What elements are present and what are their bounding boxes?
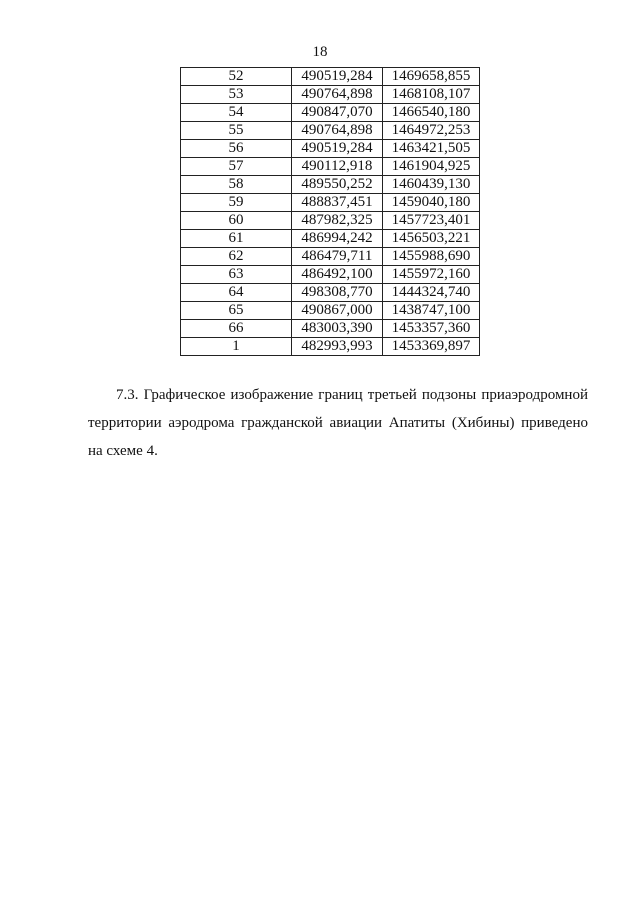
x-coordinate-cell: 490519,284 bbox=[292, 140, 383, 158]
point-number-cell: 62 bbox=[181, 248, 292, 266]
x-coordinate-cell: 490764,898 bbox=[292, 86, 383, 104]
y-coordinate-cell: 1469658,855 bbox=[383, 68, 480, 86]
point-number-cell: 57 bbox=[181, 158, 292, 176]
point-number-cell: 66 bbox=[181, 320, 292, 338]
point-number-cell: 59 bbox=[181, 194, 292, 212]
y-coordinate-cell: 1453357,360 bbox=[383, 320, 480, 338]
table-row bbox=[181, 212, 480, 230]
y-coordinate-cell: 1444324,740 bbox=[383, 284, 480, 302]
y-coordinate-cell: 1457723,401 bbox=[383, 212, 480, 230]
x-coordinate-cell: 482993,993 bbox=[292, 338, 383, 356]
table-row bbox=[181, 68, 480, 86]
point-number-cell: 56 bbox=[181, 140, 292, 158]
table-row bbox=[181, 122, 480, 140]
table-row bbox=[181, 194, 480, 212]
point-number-cell: 60 bbox=[181, 212, 292, 230]
y-coordinate-cell: 1466540,180 bbox=[383, 104, 480, 122]
x-coordinate-cell: 486479,711 bbox=[292, 248, 383, 266]
table-row bbox=[181, 230, 480, 248]
x-coordinate-cell: 486492,100 bbox=[292, 266, 383, 284]
x-coordinate-cell: 490519,284 bbox=[292, 68, 383, 86]
point-number-cell: 63 bbox=[181, 266, 292, 284]
x-coordinate-cell: 489550,252 bbox=[292, 176, 383, 194]
point-number-cell: 53 bbox=[181, 86, 292, 104]
x-coordinate-cell: 498308,770 bbox=[292, 284, 383, 302]
x-coordinate-cell: 490867,000 bbox=[292, 302, 383, 320]
y-coordinate-cell: 1455972,160 bbox=[383, 266, 480, 284]
point-number-cell: 52 bbox=[181, 68, 292, 86]
x-coordinate-cell: 487982,325 bbox=[292, 212, 383, 230]
table-row bbox=[181, 158, 480, 176]
coordinates-table bbox=[180, 67, 480, 356]
y-coordinate-cell: 1468108,107 bbox=[383, 86, 480, 104]
table-row bbox=[181, 266, 480, 284]
x-coordinate-cell: 488837,451 bbox=[292, 194, 383, 212]
point-number-cell: 1 bbox=[181, 338, 292, 356]
table-row bbox=[181, 284, 480, 302]
y-coordinate-cell: 1456503,221 bbox=[383, 230, 480, 248]
paragraph-7-3 bbox=[88, 381, 588, 465]
y-coordinate-cell: 1464972,253 bbox=[383, 122, 480, 140]
x-coordinate-cell: 486994,242 bbox=[292, 230, 383, 248]
y-coordinate-cell: 1461904,925 bbox=[383, 158, 480, 176]
paragraph-text: 7.3. Графическое изображение границ третьей подзоны приаэродромной территории аэродрома гражданской авиации Апатиты (Хибины) приведено на схеме 4. bbox=[88, 387, 588, 459]
table-row bbox=[181, 338, 480, 356]
x-coordinate-cell: 490112,918 bbox=[292, 158, 383, 176]
y-coordinate-cell: 1455988,690 bbox=[383, 248, 480, 266]
table-row bbox=[181, 176, 480, 194]
y-coordinate-cell: 1438747,100 bbox=[383, 302, 480, 320]
table-row bbox=[181, 302, 480, 320]
point-number-cell: 54 bbox=[181, 104, 292, 122]
point-number-cell: 61 bbox=[181, 230, 292, 248]
point-number-cell: 65 bbox=[181, 302, 292, 320]
table-row bbox=[181, 248, 480, 266]
x-coordinate-cell: 483003,390 bbox=[292, 320, 383, 338]
table-row bbox=[181, 140, 480, 158]
point-number-cell: 64 bbox=[181, 284, 292, 302]
y-coordinate-cell: 1453369,897 bbox=[383, 338, 480, 356]
x-coordinate-cell: 490847,070 bbox=[292, 104, 383, 122]
table-row bbox=[181, 104, 480, 122]
page-number: 18 bbox=[312, 44, 328, 60]
table-row bbox=[181, 320, 480, 338]
table-row bbox=[181, 86, 480, 104]
x-coordinate-cell: 490764,898 bbox=[292, 122, 383, 140]
point-number-cell: 58 bbox=[181, 176, 292, 194]
y-coordinate-cell: 1463421,505 bbox=[383, 140, 480, 158]
y-coordinate-cell: 1459040,180 bbox=[383, 194, 480, 212]
y-coordinate-cell: 1460439,130 bbox=[383, 176, 480, 194]
point-number-cell: 55 bbox=[181, 122, 292, 140]
